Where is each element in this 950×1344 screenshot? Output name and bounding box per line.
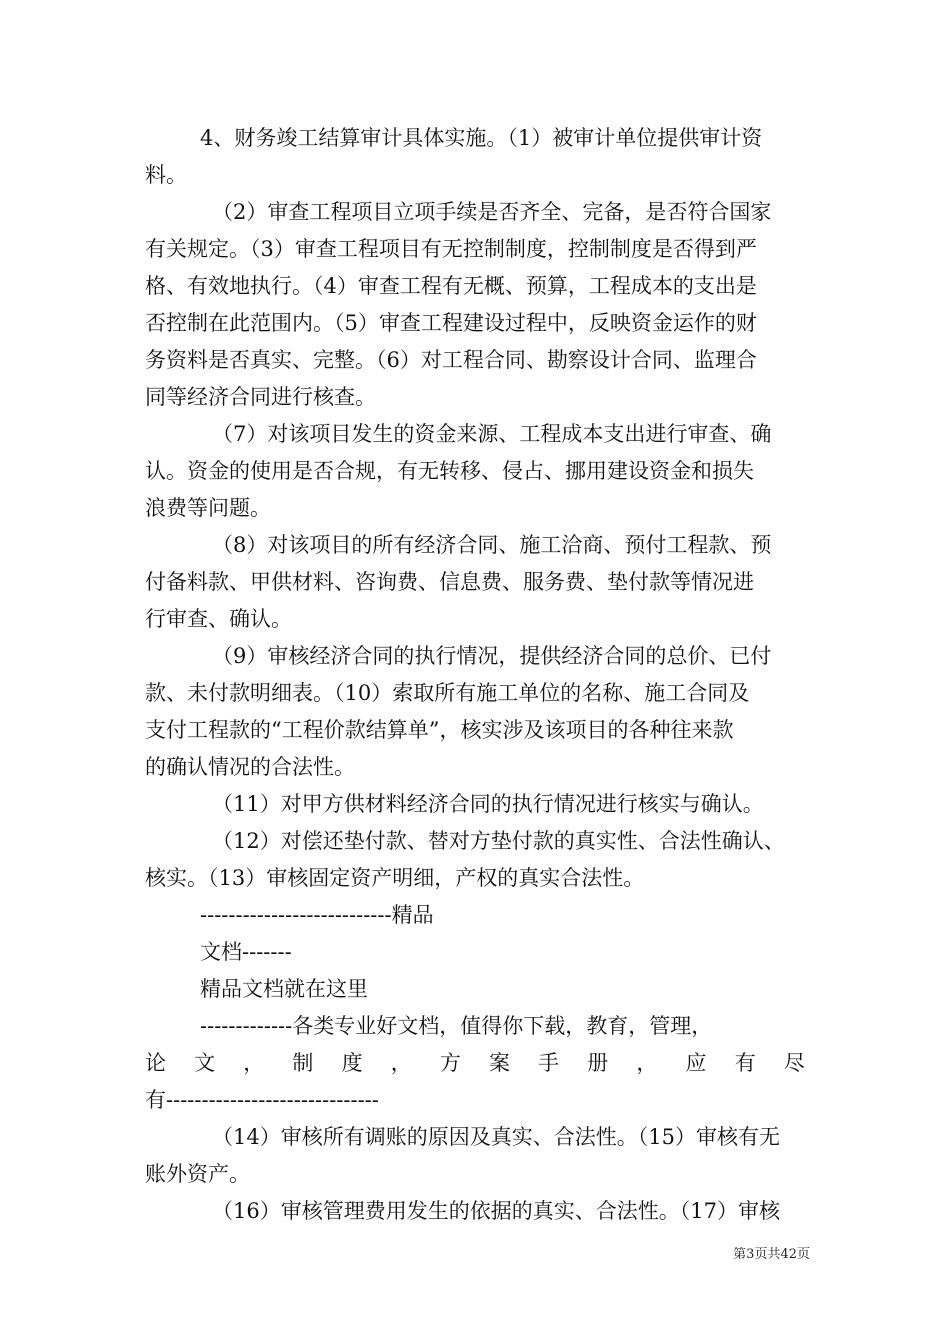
justified-char: 有 <box>734 1051 756 1075</box>
justified-char: 尽 <box>783 1051 805 1075</box>
justified-char: 度 <box>341 1051 363 1075</box>
justified-char: ， <box>390 1051 412 1075</box>
text-line: 认。资金的使用是否合规，有无转移、侵占、挪用建设资金和损失 <box>145 459 754 483</box>
text-line: （16）审核管理费用发生的依据的真实、合法性。（17）审核 <box>212 1199 780 1223</box>
text-line: （14）审核所有调账的原因及真实、合法性。（15）审核有无 <box>212 1125 780 1149</box>
text-line: 同等经济合同进行核查。 <box>145 385 376 409</box>
justified-char: 册 <box>587 1051 609 1075</box>
text-line: 核实。（13）审核固定资产明细，产权的真实合法性。 <box>145 866 645 890</box>
text-line: （8）对该项目的所有经济合同、施工洽商、预付工程款、预 <box>212 533 772 557</box>
text-line: （7）对该项目发生的资金来源、工程成本支出进行审查、确 <box>212 422 772 446</box>
text-line: （11）对甲方供材料经济合同的执行情况进行核实与确认。 <box>212 792 764 816</box>
text-line: 务资料是否真实、完整。（6）对工程合同、勘察设计合同、监理合 <box>145 348 757 372</box>
text-line: 款、未付款明细表。（10）索取所有施工单位的名称、施工合同及 <box>145 681 750 705</box>
text-line: 账外资产。 <box>145 1162 250 1186</box>
text-line: 格、有效地执行。（4）审查工程有无概、预算，工程成本的支出是 <box>145 274 757 298</box>
text-line: （2）审查工程项目立项手续是否齐全、完备，是否符合国家 <box>212 200 772 224</box>
text-line: 有关规定。（3）审查工程项目有无控制制度，控制制度是否得到严 <box>145 237 757 261</box>
text-line: -------------各类专业好文档，值得你下载，教育，管理， <box>200 1014 713 1038</box>
justified-char: 制 <box>292 1051 314 1075</box>
text-line: 否控制在此范围内。（5）审查工程建设过程中，反映资金运作的财 <box>145 311 757 335</box>
text-line: 料。 <box>145 163 187 187</box>
justified-char: 方 <box>439 1051 461 1075</box>
divider-text: 有------------------------------ <box>145 1088 379 1112</box>
justified-char: 案 <box>488 1051 510 1075</box>
justified-char: 论 <box>145 1051 166 1075</box>
divider-text: ---------------------------精品 <box>200 903 434 927</box>
justified-char: ， <box>636 1051 658 1075</box>
text-line: （12）对偿还垫付款、替对方垫付款的真实性、合法性确认、 <box>212 829 785 853</box>
justified-char: ， <box>243 1051 265 1075</box>
text-line: 精品文档就在这里 <box>200 977 368 1001</box>
text-line: 浪费等问题。 <box>145 496 271 520</box>
text-line: 支付工程款的“工程价款结算单”，核实涉及该项目的各种往来款 <box>145 718 734 742</box>
justified-char: 手 <box>538 1051 560 1075</box>
text-line: 付备料款、甲供材料、咨询费、信息费、服务费、垫付款等情况进 <box>145 570 754 594</box>
text-line: 行审查、确认。 <box>145 607 292 631</box>
justified-text-line <box>145 1045 805 1081</box>
justified-char: 文 <box>194 1051 216 1075</box>
text-line: （9）审核经济合同的执行情况，提供经济合同的总价、已付 <box>212 644 772 668</box>
justified-char: 应 <box>685 1051 707 1075</box>
text-line: 4、财务竣工结算审计具体实施。（1）被审计单位提供审计资 <box>200 126 763 150</box>
text-line: 的确认情况的合法性。 <box>145 755 355 779</box>
text-line: 文档------- <box>200 940 292 964</box>
page-number: 第3页共42页 <box>733 1247 810 1262</box>
